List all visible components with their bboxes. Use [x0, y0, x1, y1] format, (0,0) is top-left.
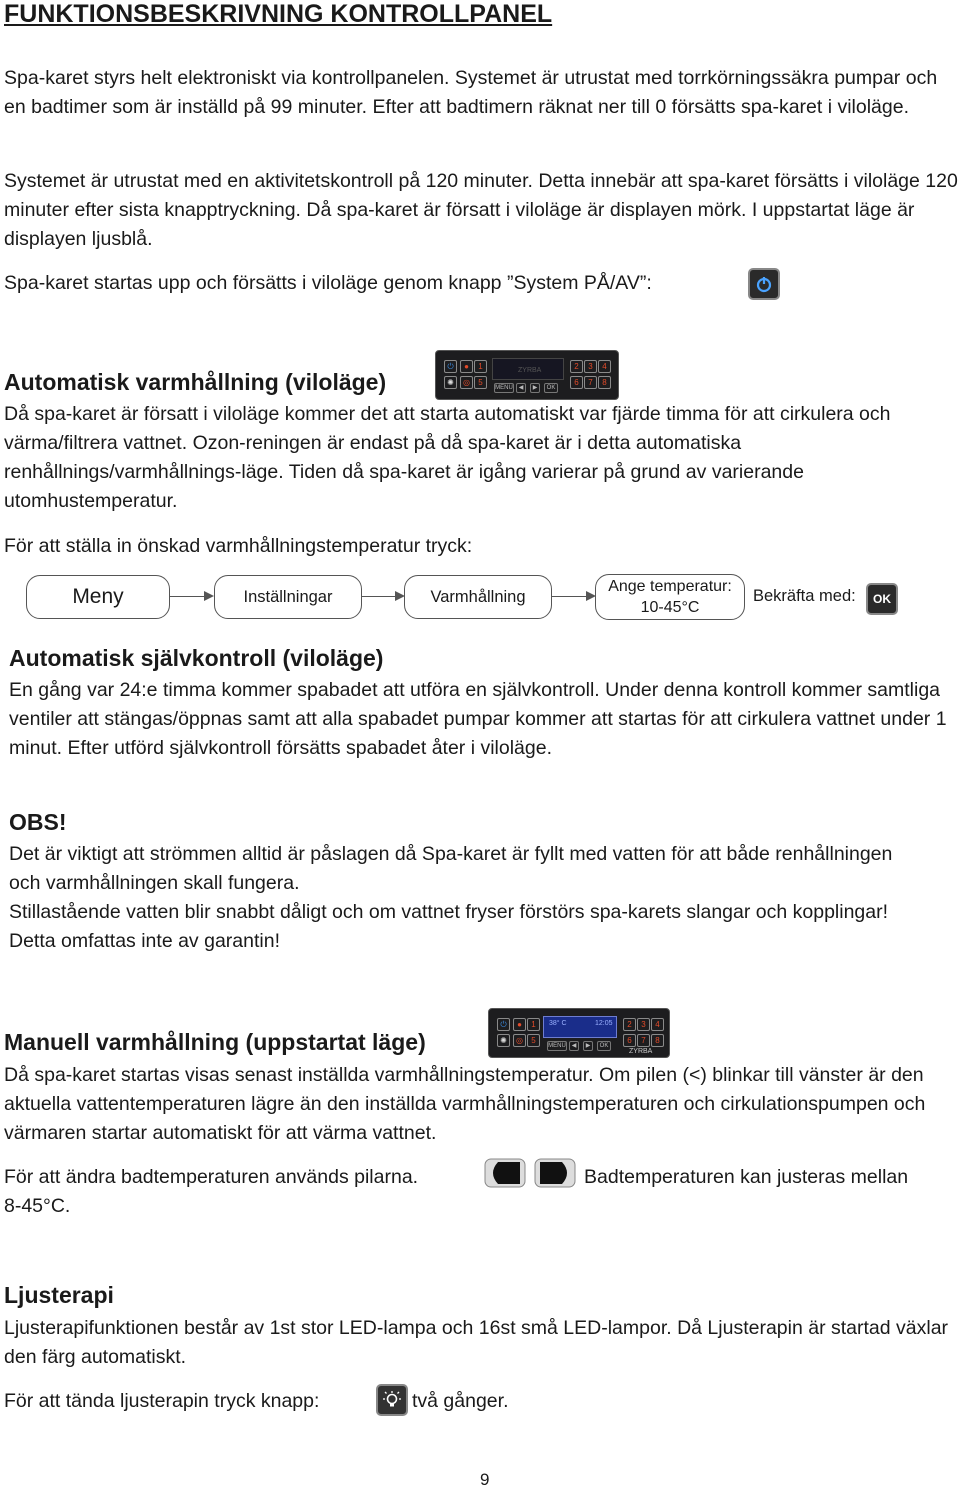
panel-temperature: 38° C — [549, 1020, 567, 1027]
control-panel-image-active — [488, 1008, 670, 1058]
page-title: FUNKTIONSBESKRIVNING KONTROLLPANEL — [4, 0, 553, 28]
left-arrow-button-icon — [484, 1158, 526, 1188]
flow-step-set-temp-line2: 10-45°C — [640, 599, 700, 616]
flow-step-menu — [26, 575, 170, 619]
key-3: 3 — [584, 360, 597, 373]
flow-step-set-temp-line1: Ange temperatur: — [608, 578, 732, 595]
key-4: 4 — [651, 1018, 664, 1031]
light-button-icon — [376, 1384, 408, 1416]
heading-self-check: Automatisk självkontroll (viloläge) — [9, 645, 384, 671]
obs-paragraph-2: Stillastående vatten blir snabbt dåligt och om vattnet fryser förstörs spa-karets slangar och kopplingar! Detta omfattas inte av garantin! — [9, 901, 889, 952]
auto-heat-body: Då spa-karet är försatt i viloläge kommer det att starta automatiskt var fjärde timma för att cirkulera och värma/filtrera vattnet. Ozon-reningen är endast på då spa-karet är i detta automatiska renhållnings/varmhållnings-läge. Tiden då spa-karet är igång varierar på grund av varierande utomhustemperatur. — [4, 403, 891, 512]
panel-brand: ZYRBA — [629, 1048, 653, 1055]
left-arrow-key-icon: ◀ — [516, 383, 526, 393]
light-therapy-body: Ljusterapifunktionen består av 1st stor LED-lampa och 16st små LED-lampor. Då Ljusterapin är startad växlar den färg automatiskt. — [4, 1317, 949, 1368]
intro-paragraph-1: Spa-karet styrs helt elektroniskt via kontrollpanelen. Systemet är utrustat med torrkörningssäkra pumpar och en badtimer som är inställd på 99 minuter. Efter att badtimern räknat ner till 0 försätts spa-karet i viloläge. — [4, 67, 938, 118]
key-4: 4 — [598, 360, 611, 373]
ok-button-label: OK — [873, 592, 891, 606]
flow-arrow-1 — [169, 596, 212, 597]
obs-paragraph-1: Det är viktigt att strömmen alltid är påslagen då Spa-karet är fyllt med vatten för att både renhållningen och varmhållningen skall fungera. — [9, 843, 893, 894]
flow-step-settings-label: Inställningar — [243, 587, 333, 606]
page-number: 9 — [480, 1470, 490, 1489]
control-panel-image-standby — [435, 350, 619, 400]
ok-key: OK — [544, 383, 558, 393]
key-6: 6 — [570, 376, 583, 389]
arrows-text-before: För att ändra badtemperaturen används pilarna. — [4, 1166, 419, 1188]
flow-step-keep-warm-label: Varmhållning — [430, 587, 526, 606]
power-button-icon — [748, 268, 780, 300]
power-key-icon: ⏻ — [497, 1018, 510, 1031]
panel-brand: ZYRBA — [518, 367, 542, 374]
right-arrow-button-icon — [534, 1158, 576, 1188]
key-5: 5 — [474, 376, 487, 389]
key-1: 1 — [527, 1018, 540, 1031]
flow-step-set-temp — [595, 574, 745, 620]
left-arrow-key-icon: ◀ — [569, 1041, 579, 1051]
flow-step-keep-warm — [404, 575, 552, 619]
heading-manual-heat: Manuell varmhållning (uppstartat läge) — [4, 1029, 426, 1055]
key-2: 2 — [623, 1018, 636, 1031]
ok-button-icon — [866, 583, 898, 615]
light-text-after: två gånger. — [412, 1390, 509, 1412]
temperature-range: 8-45°C. — [4, 1195, 71, 1217]
auto-heat-instruction: För att ställa in önskad varmhållningstemperatur tryck: — [4, 535, 473, 557]
intro-paragraph-3: Spa-karet startas upp och försätts i viloläge genom knapp ”System PÅ/AV”: — [4, 272, 652, 294]
flow-arrow-3 — [551, 596, 594, 597]
light-key-icon: ✺ — [444, 376, 457, 389]
power-key-icon: ⏻ — [444, 360, 457, 373]
flow-arrow-2 — [361, 596, 403, 597]
bubble-key-icon: ◎ — [460, 376, 473, 389]
heading-auto-heat: Automatisk varmhållning (viloläge) — [4, 369, 387, 395]
key-2: 2 — [570, 360, 583, 373]
jet-key-icon: ● — [513, 1018, 526, 1031]
key-7: 7 — [637, 1034, 650, 1047]
jet-key-icon: ● — [460, 360, 473, 373]
flow-step-settings — [214, 575, 362, 619]
key-7: 7 — [584, 376, 597, 389]
menu-key: MENU — [495, 385, 513, 391]
bubble-key-icon: ◎ — [513, 1034, 526, 1047]
panel-time: 12:05 — [595, 1020, 613, 1027]
light-text-before: För att tända ljusterapin tryck knapp: — [4, 1390, 320, 1412]
light-key-icon: ✺ — [497, 1034, 510, 1047]
intro-paragraph-2: Systemet är utrustat med en aktivitetskontroll på 120 minuter. Detta innebär att spa-karet försätts i viloläge 120 minuter efter sista knapptryckning. Då spa-karet är försatt i viloläge är displayen mörk. I uppstartat läge är displayen ljusblå. — [4, 170, 958, 250]
manual-heat-body: Då spa-karet startas visas senast inställda varmhållningstemperatur. Om pilen (<) blinkar till vänster är den aktuella vattentemperaturen lägre än den inställda varmhållningstemperaturen och cirkulationspumpen och värmaren startar automatiskt för att värma vattnet. — [4, 1064, 926, 1144]
arrows-text-after: Badtemperaturen kan justeras mellan — [584, 1166, 909, 1188]
right-arrow-key-icon: ▶ — [583, 1041, 593, 1051]
ok-key: OK — [597, 1041, 611, 1051]
flow-step-menu-label: Meny — [72, 585, 124, 608]
heading-obs: OBS! — [9, 809, 67, 835]
heading-light-therapy: Ljusterapi — [4, 1282, 114, 1308]
confirm-label: Bekräfta med: — [753, 587, 856, 605]
key-1: 1 — [474, 360, 487, 373]
key-6: 6 — [623, 1034, 636, 1047]
menu-key: MENU — [548, 1043, 566, 1049]
key-8: 8 — [651, 1034, 664, 1047]
right-arrow-key-icon: ▶ — [530, 383, 540, 393]
self-check-body: En gång var 24:e timma kommer spabadet att utföra en självkontroll. Under denna kontroll kommer samtliga ventiler att stängas/öppnas samt att alla spabadet pumpar kommer att startas för att cirkulera vattnet under 1 minut. Efter utförd självkontroll försätts spabadet åter i viloläge. — [9, 679, 947, 759]
key-3: 3 — [637, 1018, 650, 1031]
key-8: 8 — [598, 376, 611, 389]
key-5: 5 — [527, 1034, 540, 1047]
